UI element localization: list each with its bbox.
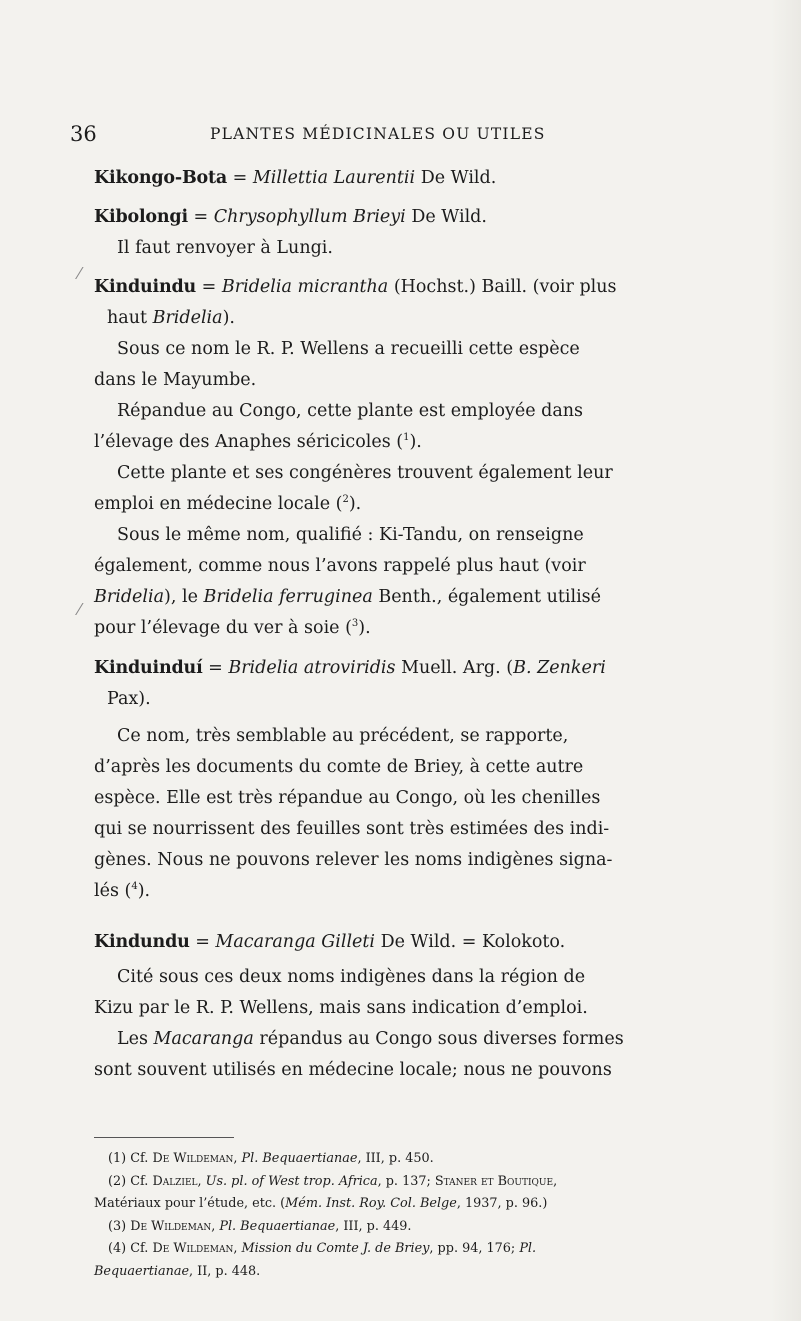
paragraph-line: Cette plante et ses congénères trouvent également leur [117,463,613,483]
page-number: 36 [70,122,97,146]
paragraph-line: également, comme nous l’avons rappelé plus haut (voir [94,556,586,576]
paragraph-line: espèce. Elle est très répandue au Congo, où les chenilles [94,788,601,808]
paragraph-line: sont souvent utilisés en médecine locale; nous ne pouvons [94,1060,612,1080]
entry-kinduindui: Kinduinduí = Bridelia atroviridis Muell. Arg. (B. Zenkeri [94,658,606,678]
entry-continuation: haut Bridelia). [107,308,235,328]
footnote-ref: 3 [351,618,359,630]
main-text [94,163,714,1086]
footnote-ref: 2 [342,494,349,506]
paragraph-line: Ce nom, très semblable au précédent, se rapporte, [117,726,569,746]
margin-mark: ⁄ [78,264,81,283]
footnote-3: (3) De Wildeman, Pl. Bequaertianae, III, p. 449. [108,1218,412,1234]
page-edge-shadow [771,0,801,1321]
paragraph-line: emploi en médecine locale ($^2$). [94,494,362,514]
paragraph-line: Cité sous ces deux noms indigènes dans la région de [117,967,586,987]
paragraph-line: Bridelia), le Bridelia ferruginea Benth., également utilisé [94,587,602,607]
paragraph-line: pour l’élevage du ver à soie ($^3$). [94,618,371,638]
paragraph-line: Les Macaranga répandus au Congo sous diverses formes [117,1029,624,1049]
paragraph-line: gènes. Nous ne pouvons relever les noms indigènes signa- [94,850,613,870]
margin-mark: ⁄ [78,600,81,619]
running-title: PLANTES MÉDICINALES OU UTILES [210,125,546,143]
paragraph-line: lés ($^4$). [94,881,151,901]
entry-kindundu: Kindundu = Macaranga Gilleti De Wild. = Kolokoto. [94,932,566,952]
footnote-4-continuation: Bequaertianae, II, p. 448. [94,1263,261,1279]
footnote-4: (4) Cf. De Wildeman, Mission du Comte J. de Briey, pp. 94, 176; Pl. [108,1241,537,1256]
page-header [70,122,726,146]
entry-kibolongi: Kibolongi = Chrysophyllum Brieyi De Wild. [94,207,487,227]
footnote-ref: 1 [403,432,410,444]
paragraph-line: Kizu par le R. P. Wellens, mais sans indication d’emploi. [94,998,588,1018]
paragraph-line: l’élevage des Anaphes séricicoles ($^1$). [94,432,422,452]
footnote-2-continuation: Matériaux pour l’étude, etc. (Mém. Inst. Roy. Col. Belge, 1937, p. 96.) [94,1196,548,1211]
paragraph-line: Répandue au Congo, cette plante est employée dans [117,401,584,421]
paragraph-line: d’après les documents du comte de Briey, à cette autre [94,757,584,777]
footnote-1: (1) Cf. De Wildeman, Pl. Bequaertianae, III, p. 450. [108,1151,434,1166]
paragraph-line: Sous ce nom le R. P. Wellens a recueilli cette espèce [117,339,580,359]
paragraph: Il faut renvoyer à Lungi. [117,238,333,258]
footnotes [94,1148,714,1283]
footnote-2: (2) Cf. Dalziel, Us. pl. of West trop. Africa, p. 137; Staner et Boutique, [108,1173,558,1189]
footnote-ref: 4 [131,881,138,893]
entry-kikongo-bota: Kikongo-Bota = Millettia Laurentii De Wild. [94,168,497,188]
footnote-divider [94,1137,234,1138]
entry-kinduindu: Kinduindu = Bridelia micrantha (Hochst.) Baill. (voir plus [94,277,617,297]
paragraph-line: dans le Mayumbe. [94,370,257,390]
entry-continuation: Pax). [107,689,151,709]
paragraph-line: Sous le même nom, qualifié : Ki-Tandu, on renseigne [117,525,584,545]
paragraph-line: qui se nourrissent des feuilles sont très estimées des indi- [94,819,610,839]
